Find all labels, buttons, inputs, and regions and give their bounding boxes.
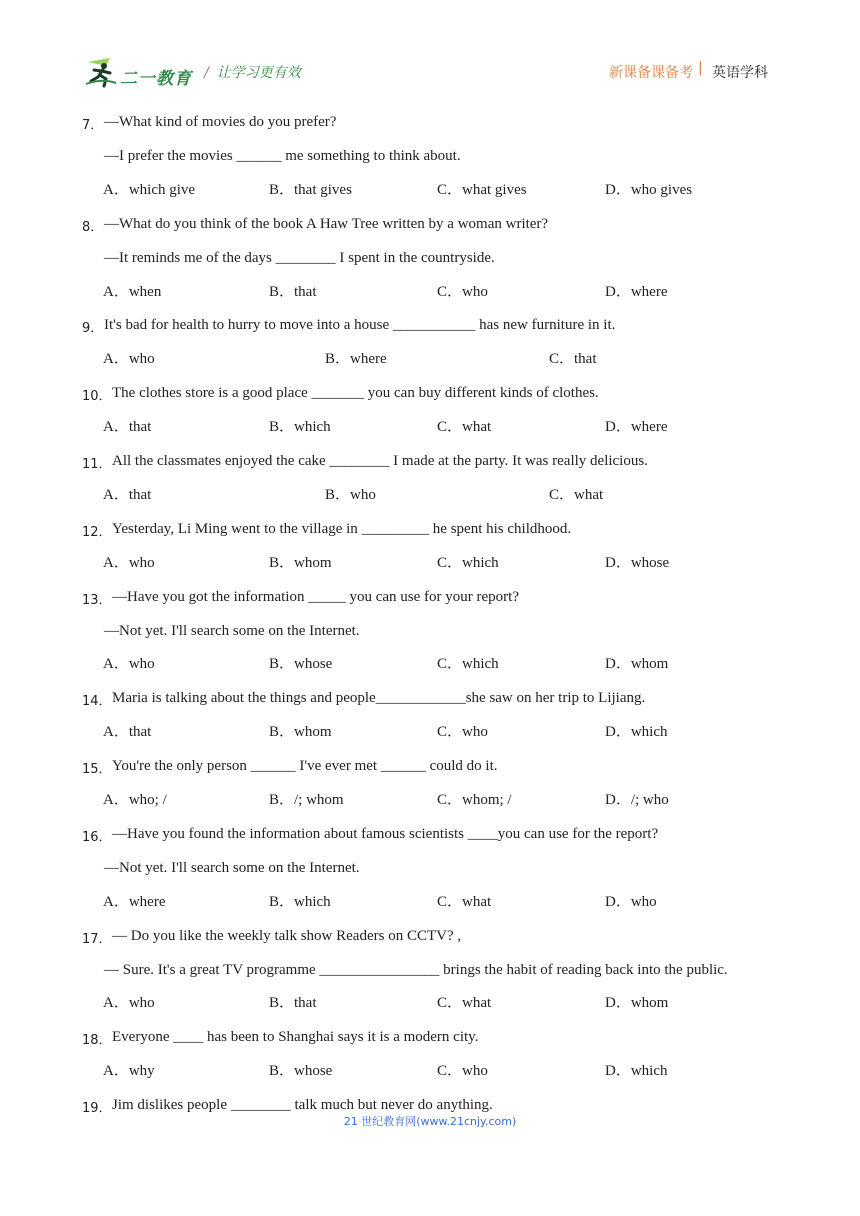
question-text: The clothes store is a good place _______ you can buy different kinds of clothes. xyxy=(112,385,599,402)
answer-option: C．which xyxy=(437,554,499,571)
question-text: —Have you got the information _____ you can use for your report? xyxy=(112,588,519,605)
question-number: 19． xyxy=(82,1101,112,1117)
question-number: 7． xyxy=(82,118,104,133)
answer-option: C．whom; / xyxy=(437,792,512,808)
slogan-text: 让学习更有效 xyxy=(216,65,301,81)
header-slogan: / 让学习更有效 xyxy=(204,65,301,81)
question-number: 12． xyxy=(82,524,112,540)
answer-option: C．what xyxy=(437,893,492,910)
question-number: 18． xyxy=(82,1033,112,1049)
answer-option: A．who; / xyxy=(103,792,167,808)
question-number: 8． xyxy=(82,219,104,235)
dialogue-line: —Not yet. I'll search some on the Internet. xyxy=(104,622,360,639)
answer-option: B．that xyxy=(269,283,317,300)
answer-option: A．who xyxy=(103,351,155,368)
answer-option: C．what gives xyxy=(437,181,527,198)
answer-option: A．who xyxy=(103,656,155,673)
answer-option: C．what xyxy=(437,419,492,436)
answer-option: C．what xyxy=(549,486,604,503)
question-text: Everyone ____ has been to Shanghai says it is a modern city. xyxy=(112,1029,479,1046)
dialogue-line: —I prefer the movies ______ me something to think about. xyxy=(104,147,461,164)
question-text: You're the only person ______ I've ever met ______ could do it. xyxy=(112,758,498,775)
answer-option: C．who xyxy=(437,724,488,741)
question-text: —What do you think of the book A Haw Tree written by a woman writer? xyxy=(104,215,549,232)
answer-option: B．that gives xyxy=(269,181,352,198)
answer-option: B．where xyxy=(325,351,387,368)
question-number: 10． xyxy=(82,389,112,405)
answer-option: D．/; who xyxy=(605,792,669,808)
answer-option: D．where xyxy=(605,419,668,436)
answer-option: C．what xyxy=(437,995,492,1012)
answer-option: D．where xyxy=(605,283,668,300)
answer-option: C．who xyxy=(437,1063,488,1080)
answer-option: B．whose xyxy=(269,656,333,673)
question-number: 9． xyxy=(82,321,104,337)
answer-option: C．that xyxy=(549,351,597,368)
answer-option: A．when xyxy=(103,283,162,300)
header-subject: 英语学科 xyxy=(712,65,768,81)
question-text: Jim dislikes people ________ talk much but never do anything. xyxy=(112,1097,493,1114)
answer-option: A．that xyxy=(103,486,152,503)
question-number: 16． xyxy=(82,829,112,845)
question-number: 14． xyxy=(82,694,112,710)
answer-option: D．whose xyxy=(605,554,670,571)
answer-option: D．which xyxy=(605,1063,668,1080)
question-text: It's bad for health to hurry to move into a house ___________ has new furniture in it. xyxy=(104,317,616,334)
answer-option: B．/; whom xyxy=(269,792,344,808)
answer-option: B．that xyxy=(269,995,317,1012)
dialogue-line: — Sure. It's a great TV programme ________________ brings the habit of reading back into the public. xyxy=(104,961,728,978)
answer-option: D．whom xyxy=(605,656,669,673)
dialogue-line: —Not yet. I'll search some on the Internet. xyxy=(104,859,360,876)
question-text: —What kind of movies do you prefer? xyxy=(104,114,337,130)
answer-option: D．who gives xyxy=(605,181,693,198)
answer-option: A．that xyxy=(103,419,152,436)
answer-option: B．which xyxy=(269,893,331,910)
answer-option: B．which xyxy=(269,419,331,436)
question-number: 13． xyxy=(82,592,112,608)
header-course: 新课备课备考 xyxy=(609,65,693,81)
answer-option: D．whom xyxy=(605,995,669,1012)
answer-option: A．who xyxy=(103,554,155,571)
answer-option: D．who xyxy=(605,893,657,910)
question-number: 11． xyxy=(82,457,112,472)
answer-option: C．which xyxy=(437,656,499,673)
answer-option: C．who xyxy=(437,283,488,300)
answer-option: A．who xyxy=(103,995,155,1012)
question-number: 17． xyxy=(82,931,112,947)
answer-option: A．where xyxy=(103,893,166,910)
dialogue-line: —It reminds me of the days ________ I spent in the countryside. xyxy=(104,249,495,266)
question-text: — Do you like the weekly talk show Readers on CCTV? , xyxy=(112,927,462,944)
answer-option: B．whom xyxy=(269,724,332,741)
answer-option: A．which give xyxy=(103,181,196,198)
answer-option: A．that xyxy=(103,724,152,741)
answer-option: D．which xyxy=(605,724,668,741)
answer-option: A．why xyxy=(103,1063,155,1080)
answer-option: B．whose xyxy=(269,1063,333,1080)
question-text: Yesterday, Li Ming went to the village in _________ he spent his childhood. xyxy=(112,520,572,537)
question-text: —Have you found the information about famous scientists ____you can use for the report? xyxy=(112,825,659,842)
header-separator: | xyxy=(698,60,703,76)
question-text: All the classmates enjoyed the cake ________ I made at the party. It was really delicious. xyxy=(112,453,648,469)
question-number: 15． xyxy=(82,762,112,778)
question-text: Maria is talking about the things and people____________she saw on her trip to Lijiang. xyxy=(112,690,646,707)
logo-text: 二一教育 xyxy=(120,69,192,89)
answer-option: B．whom xyxy=(269,554,332,571)
page-footer: 21 世纪教育网(www.21cnjy.com) xyxy=(343,1115,517,1128)
page-header xyxy=(0,0,860,100)
answer-option: B．who xyxy=(325,486,376,503)
